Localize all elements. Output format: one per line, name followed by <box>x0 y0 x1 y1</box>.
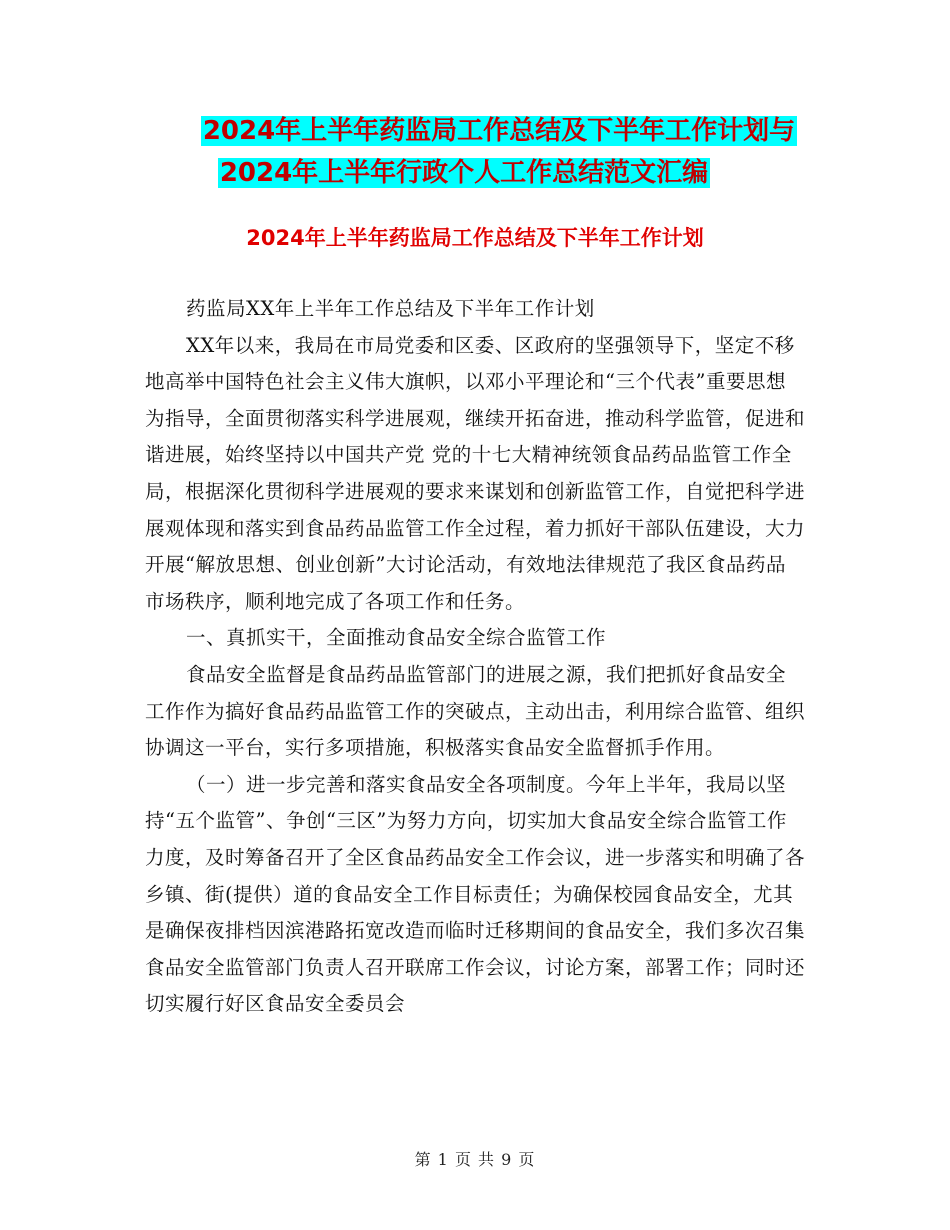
document-title-line-2-text: 2024年上半年行政个人工作总结范文汇编 <box>219 158 709 188</box>
document-title-line-1-text: 2024年上半年药监局工作总结及下半年工作计划与 <box>202 116 796 146</box>
document-title-line-1 <box>24 111 950 151</box>
document-body <box>145 291 805 1023</box>
section-heading: 2024年上半年药监局工作总结及下半年工作计划 <box>246 226 704 250</box>
body-paragraph-food-safety: 食品安全监督是食品药品监管部门的进展之源，我们把抓好食品安全工作作为搞好食品药品监管工作的突破点，主动出击，利用综合监管、组织协调这一平台，实行多项措施，积极落实食品安全监督抓手作用。 <box>145 662 806 760</box>
body-paragraph-intro: XX年以来，我局在市局党委和区委、区政府的坚强领导下，坚定不移地高举中国特色社会主义伟大旗帜，以邓小平理论和“三个代表”重要思想为指导，全面贯彻落实科学进展观，继续开拓奋进，推动科学监管，促进和谐进展，始终坚持以中国共产党 党的十七大精神统领食品药品监管工作全局，根据深化贯彻科学进展观的要求来谋划和创新监管工作，自觉把科学进展观体现和落实到食品药品监管工作全过程，着力抓好干部队伍建设，大力开展“解放思想、创业创新”大讨论活动，有效地法律规范了我区食品药品市场秩序，顺利地完成了各项工作和任务。 <box>145 333 806 613</box>
document-title-line-2 <box>0 153 939 193</box>
body-heading-one: 一、真抓实干，全面推动食品安全综合监管工作 <box>185 626 606 650</box>
body-paragraph-systems: （一）进一步完善和落实食品安全各项制度。今年上半年，我局以坚持“五个监管”、争创“三区”为努力方向，切实加大食品安全综合监管工作力度，及时筹备召开了全区食品药品安全工作会议，进一步落实和明确了各乡镇、街(提供）道的食品安全工作目标责任；为确保校园食品安全，尤其是确保夜排档因滨港路拓宽改造而临时迁移期间的食品安全，我们多次召集食品安全监管部门负责人召开联席工作会议，讨论方案，部署工作；同时还切实履行好区食品安全委员会 <box>145 772 806 1016</box>
page-number-footer: 第 1 页 共 9 页 <box>414 1150 536 1169</box>
body-subtitle: 药监局XX年上半年工作总结及下半年工作计划 <box>185 297 595 320</box>
